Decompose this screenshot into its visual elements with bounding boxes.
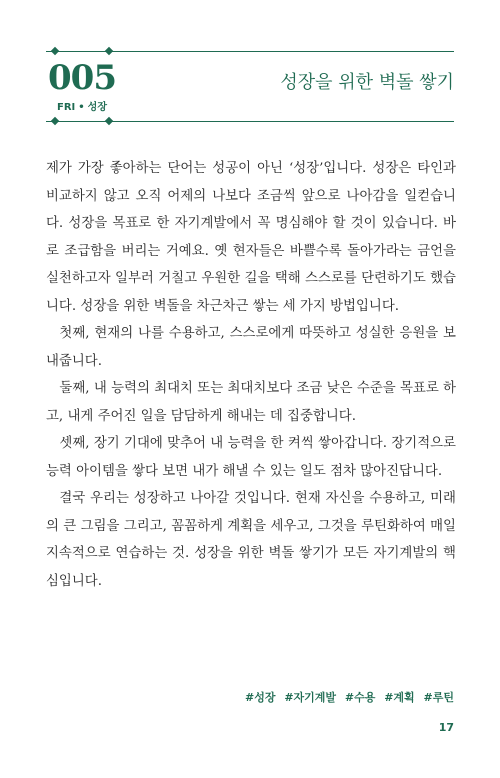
paragraph: 셋째, 장기 기대에 맞추어 내 능력을 한 켜씩 쌓아갑니다. 장기적으로 능력 아이템을 쌓다 보면 내가 해낼 수 있는 일도 점차 많아진답니다. xyxy=(46,436,456,479)
paragraph: 결국 우리는 성장하고 나아갈 것입니다. 현재 자신을 수용하고, 미래의 큰 그림을 그리고, 꼼꼼하게 계획을 세우고, 그것을 루틴화하여 매일 지속적으로 연습하는 것. 성장을 위한 벽돌 쌓기가 모든 자기계발의 핵심입니다. xyxy=(46,491,456,589)
paragraph: 제가 가장 좋아하는 단어는 성공이 아닌 ‘성장’입니다. 성장은 타인과 비교하지 않고 오직 어제의 나보다 조금씩 앞으로 나아감을 일컫습니다. 성장을 목표로 한 자기계발에서 꼭 명심해야 할 것이 있습니다. 바로 조급함을 버리는 거예요. 옛 현자들은 바쁠수록 돌아가라는 금언을 실천하고자 일부러 거칠고 우원한 길을 택해 스스로를 단련하기도 했습니다. 성장을 위한 벽돌을 차근차근 쌓는 세 가지 방법입니다. xyxy=(46,161,456,314)
page-title: 성장을 위한 벽돌 쌓기 xyxy=(280,72,454,93)
paragraph: 둘째, 내 능력의 최대치 또는 최대치보다 조금 낮은 수준을 목표로 하고, 내게 주어진 일을 담담하게 해내는 데 집중합니다. xyxy=(46,381,456,424)
hashtag: #성장 xyxy=(245,691,276,704)
ornament-diamond xyxy=(105,117,113,125)
body-text xyxy=(46,155,456,595)
weekday: FRI xyxy=(57,102,76,113)
ornament-diamond xyxy=(105,47,113,55)
page-number: 17 xyxy=(438,721,454,734)
hashtag-list xyxy=(240,689,454,705)
hashtag: #수용 xyxy=(344,691,376,704)
ornament-diamond xyxy=(51,47,59,55)
keyword: 성장 xyxy=(87,102,107,113)
entry-number: 005 xyxy=(48,58,116,98)
ornament-diamond xyxy=(51,117,59,125)
hashtag: #루틴 xyxy=(423,691,454,704)
hashtag: #계획 xyxy=(384,691,415,704)
day-label xyxy=(46,102,118,114)
hashtag: #자기계발 xyxy=(284,691,337,704)
separator-dot: • xyxy=(78,102,85,113)
page-header xyxy=(46,38,454,130)
paragraph: 첫째, 현재의 나를 수용하고, 스스로에게 따뜻하고 성실한 응원을 보내줍니다. xyxy=(46,326,456,369)
